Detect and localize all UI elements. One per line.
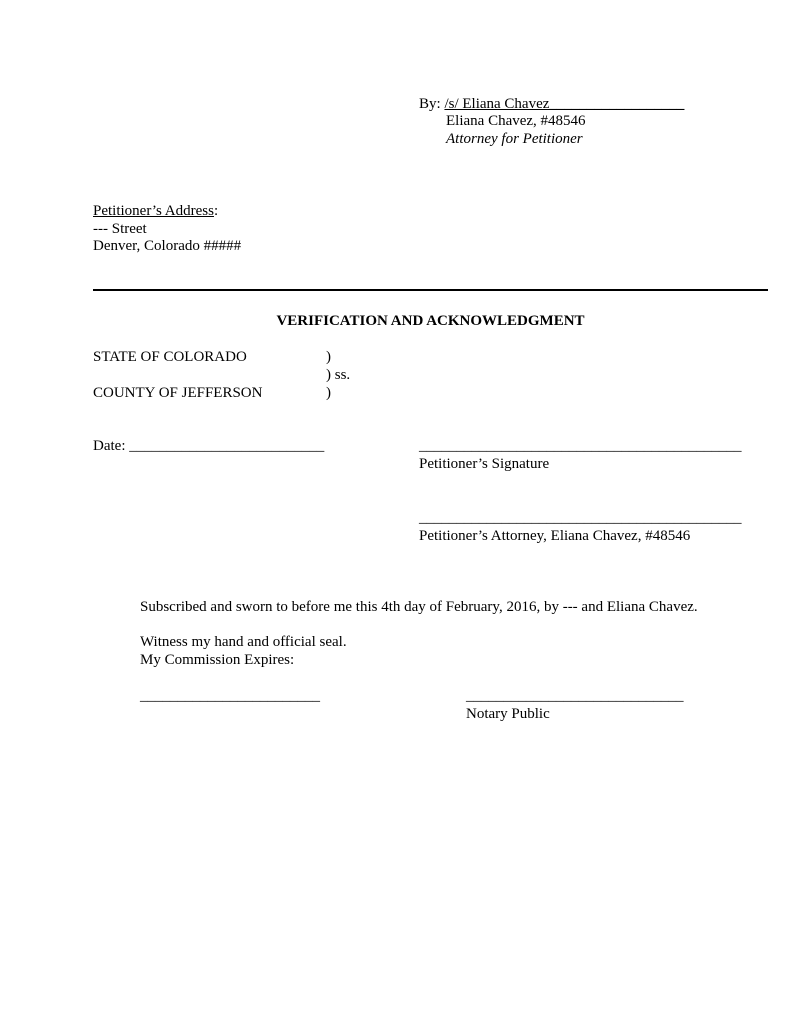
petitioner-signature-label: Petitioner’s Signature xyxy=(419,456,550,472)
electronic-signature: /s/ Eliana Chavez__________________ xyxy=(444,96,685,112)
attorney-signature-label: Petitioner’s Attorney, Eliana Chavez, #48546 xyxy=(419,528,691,544)
attorney-role: Attorney for Petitioner xyxy=(446,131,583,147)
signature-by-line xyxy=(419,95,684,113)
petitioner-address-heading xyxy=(93,202,218,220)
by-label: By: xyxy=(419,96,445,112)
notary-public-label: Notary Public xyxy=(466,706,550,722)
petitioner-city: Denver, Colorado ##### xyxy=(93,238,242,254)
petitioner-address-label: Petitioner’s Address xyxy=(93,203,214,219)
venue-paren-bottom: ) xyxy=(326,385,331,401)
venue-state: STATE OF COLORADO xyxy=(93,349,247,365)
venue-county: COUNTY OF JEFFERSON xyxy=(93,385,263,401)
sworn-statement: Subscribed and sworn to before me this 4th day of February, 2016, by --- and Eliana Chavez. xyxy=(140,599,698,615)
commission-expires-line: ________________________ xyxy=(140,688,320,704)
attorney-name: Eliana Chavez, #48546 xyxy=(446,113,586,129)
notary-signature-line: _____________________________ xyxy=(466,688,684,704)
attorney-signature-line: ___________________________________________ xyxy=(419,510,742,526)
commission-expires: My Commission Expires: xyxy=(140,652,295,668)
section-divider xyxy=(93,289,768,291)
venue-paren-ss: ) ss. xyxy=(326,367,351,383)
witness-statement: Witness my hand and official seal. xyxy=(140,634,347,650)
verification-title: VERIFICATION AND ACKNOWLEDGMENT xyxy=(276,313,585,329)
petitioner-address-colon: : xyxy=(213,203,219,219)
date-line: Date: __________________________ xyxy=(93,438,325,454)
petitioner-street: --- Street xyxy=(93,221,147,237)
petitioner-signature-line: ___________________________________________ xyxy=(419,438,742,454)
venue-paren-top: ) xyxy=(326,349,331,365)
